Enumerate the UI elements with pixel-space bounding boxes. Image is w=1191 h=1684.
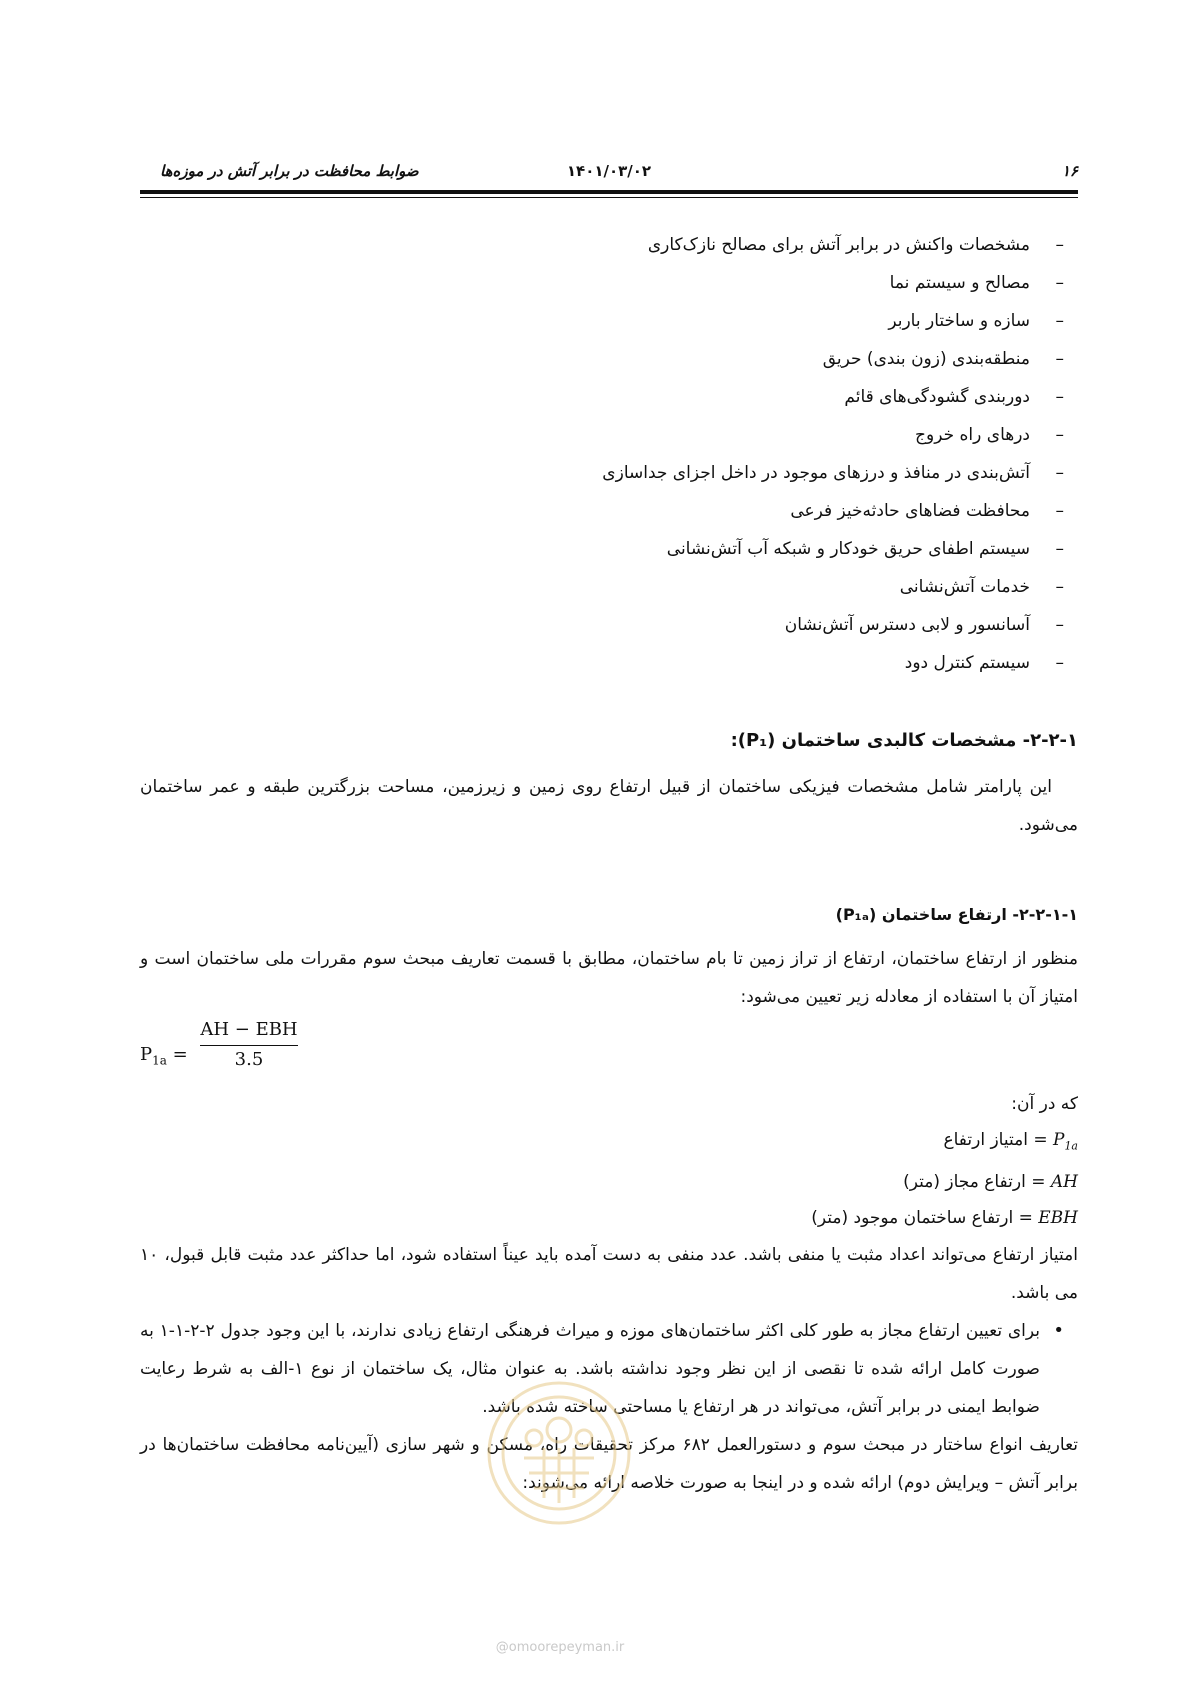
page-number: ۱۶: [1061, 162, 1078, 180]
list-item: – آسانسور و لابی دسترس آتش‌نشان: [140, 606, 1064, 644]
list-item: – مشخصات واکنش در برابر آتش برای مصالح نازک‌کاری: [140, 226, 1064, 264]
list-item: – درهای راه خروج: [140, 416, 1064, 454]
equation-lhs: $P_{1a}$ =: [140, 1044, 188, 1068]
watermark-url: @omoorepeyman.ir: [495, 1640, 625, 1655]
page-header: [140, 162, 1078, 184]
section-paragraph: این پارامتر شامل مشخصات فیزیکی ساختمان از قبیل ارتفاع روی زمین و زیرزمین، مساحت بزرگترین طبقه و عمر ساختمان می‌شود.: [140, 777, 1078, 835]
list-item: – دوربندی گشودگی‌های قائم: [140, 378, 1064, 416]
subsection-heading-building-height: ۲-۲-۱-۱- ارتفاع ساختمان (P₁ₐ): [835, 905, 1078, 924]
closing-paragraph: تعاریف انواع ساختار در مبحث سوم و دستورالعمل ۶۸۲ مرکز تحقیقات راه، مسکن و شهر سازی (آیین‌نامه محافظت ساختمان‌ها در برابر آتش – ویرایش دوم) ارائه شده و در اینجا به صورت خلاصه ارائه می‌شوند:: [140, 1435, 1078, 1494]
bullet-item: • برای تعیین ارتفاع مجاز به طور کلی اکثر ساختمان‌های موزه و میراث فرهنگی ارتفاع زیادی ندارند، با این وجود جدول ۲-۲-۱-۱ به صورت کامل ارائه شده تا نقصی از این نظر وجود نداشته باشد. به عنوان مثال، یک ساختمان از نوع ۱-الف به شرط رعایت ضوابط ایمنی در برابر آتش، می‌تواند در هر ارتفاع یا مساحتی ساخته شده باشد.: [140, 1312, 1064, 1426]
list-item: – خدمات آتش‌نشانی: [140, 568, 1064, 606]
height-score-equation: [140, 1016, 1078, 1074]
list-item: – منطقه‌بندی (زون بندی) حریق: [140, 340, 1064, 378]
requirements-list: [140, 226, 1078, 682]
list-item: – سیستم اطفای حریق خودکار و شبکه آب آتش‌نشانی: [140, 530, 1064, 568]
list-item: – آتش‌بندی در منافذ و درزهای موجود در داخل اجزای جداسازی: [140, 454, 1064, 492]
score-paragraph: امتیاز ارتفاع می‌تواند اعداد مثبت یا منفی باشد. عدد منفی به دست آمده باید عیناً استفاده شود، اما حداکثر عدد مثبت قابل قبول، ۱۰ می باشد.: [140, 1245, 1078, 1304]
section-heading-physical-specs: ۲-۲-۱- مشخصات کالبدی ساختمان (P₁):: [730, 730, 1078, 751]
equation-fraction: [200, 1016, 298, 1074]
list-item: – مصالح و سیستم نما: [140, 264, 1064, 302]
definition-item: $P_{1a}$ = امتیاز ارتفاع: [943, 1130, 1078, 1153]
definitions-intro: که در آن:: [1011, 1094, 1078, 1114]
equation-denominator: 3.5: [234, 1049, 264, 1070]
definition-item: AH = ارتفاع مجاز (متر): [903, 1172, 1078, 1193]
header-rule-thick: [140, 190, 1078, 194]
equation-numerator: AH − EBH: [200, 1016, 298, 1046]
list-item: – محافظت فضاهای حادثه‌خیز فرعی: [140, 492, 1064, 530]
page-body: [140, 226, 1078, 1502]
subsection-paragraph: منظور از ارتفاع ساختمان، ارتفاع از تراز زمین تا بام ساختمان، مطابق با قسمت تعاریف مبحث سوم مقررات ملی ساختمان است و امتیاز آن با استفاده از معادله زیر تعیین می‌شود:: [140, 949, 1078, 1007]
header-title: ضوابط محافظت در برابر آتش در موزه‌ها: [160, 162, 419, 180]
header-date: ۱۴۰۱/۰۳/۰۲: [566, 162, 652, 180]
definition-item: EBH = ارتفاع ساختمان موجود (متر): [811, 1208, 1078, 1229]
header-rule-thin: [140, 197, 1078, 198]
list-item: – سازه و ساختار باربر: [140, 302, 1064, 340]
list-item: – سیستم کنترل دود: [140, 644, 1064, 682]
watermark-seal: [484, 1378, 634, 1528]
